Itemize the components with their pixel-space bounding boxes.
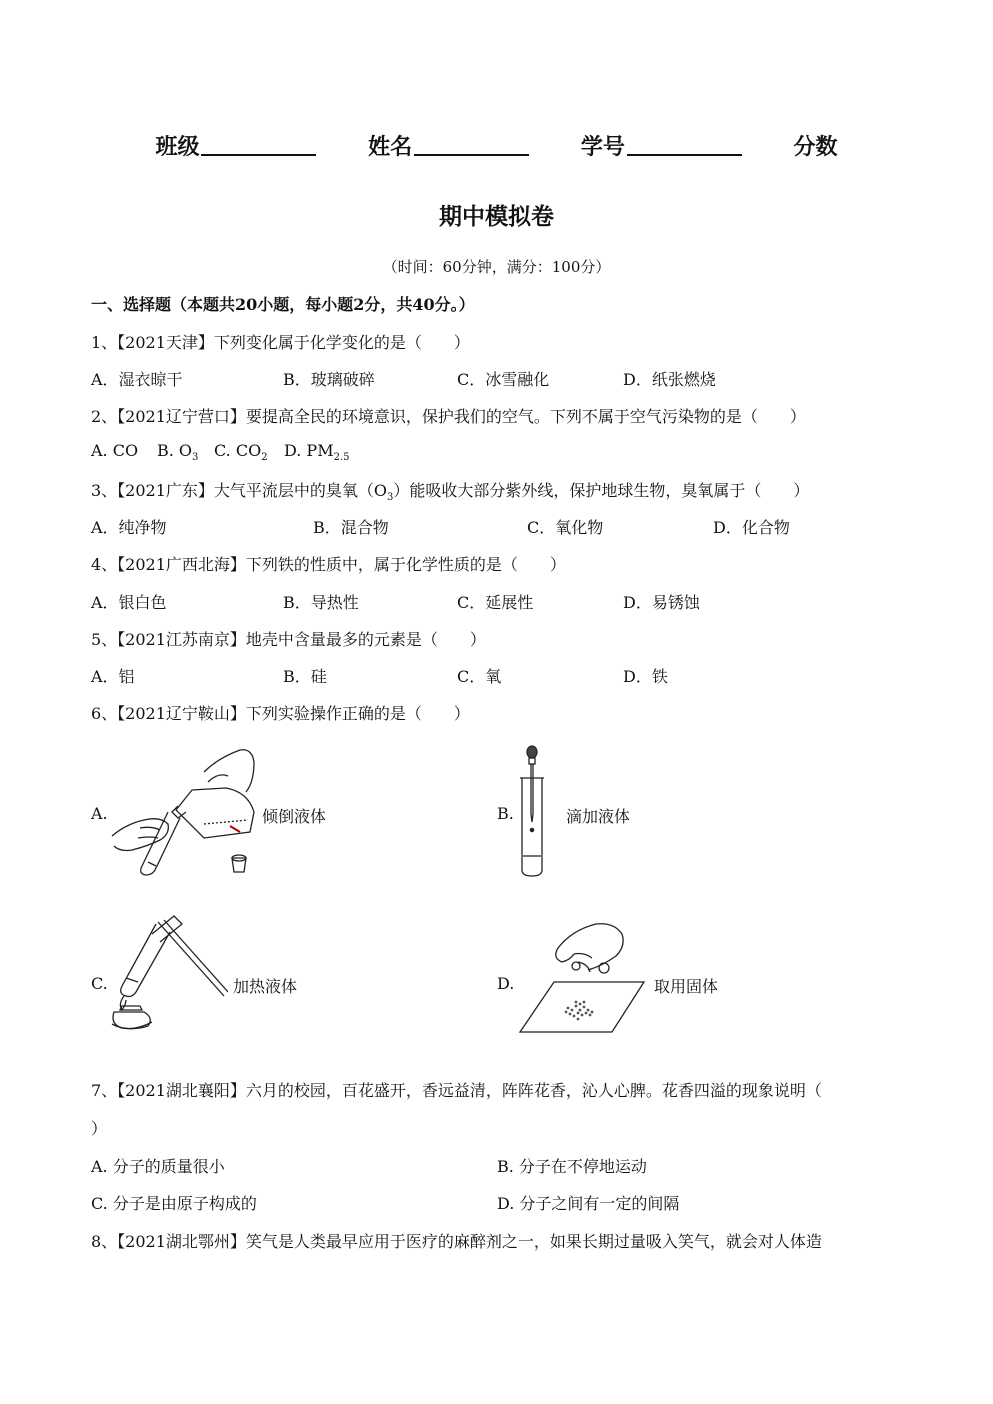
question-5-option-a[interactable]: A．铝 [91, 667, 135, 686]
question-6-option-d[interactable]: D. [497, 974, 515, 993]
question-4-option-d[interactable]: D．易锈蚀 [623, 593, 700, 612]
class-field[interactable]: 班级 [155, 130, 316, 161]
question-2-option-a[interactable]: A. CO [91, 441, 139, 460]
score-field: 分数 [793, 134, 838, 160]
question-8-stem: 8、【2021湖北鄂州】笑气是人类最早应用于医疗的麻醉剂之一，如果长期过量吸入笑气，就会对人体造 [91, 1232, 822, 1251]
question-3-option-b[interactable]: B．混合物 [313, 518, 389, 537]
pouring-liquid-illustration [108, 742, 258, 878]
question-7-stem-line-1: 7、【2021湖北襄阳】六月的校园，百花盛开，香远益清，阵阵花香，沁人心脾。花香四溢的现象说明（ [91, 1081, 822, 1100]
class-blank[interactable] [201, 136, 316, 156]
question-1-option-a[interactable]: A．湿衣晾干 [91, 370, 183, 389]
question-2-option-d[interactable]: D. $PM_{2.5}$ [284, 441, 350, 464]
student-id-blank[interactable] [627, 136, 742, 156]
question-6-option-a[interactable]: A. [91, 804, 108, 823]
question-5-option-b[interactable]: B．硅 [283, 667, 327, 686]
question-7-option-c[interactable]: C. 分子是由原子构成的 [91, 1194, 257, 1213]
question-4-stem: 4、【2021广西北海】下列铁的性质中，属于化学性质的是（ ） [91, 555, 566, 574]
question-7-option-a[interactable]: A. 分子的质量很小 [91, 1157, 225, 1176]
taking-solid-illustration [518, 922, 648, 1036]
exam-title: 期中模拟卷 [439, 203, 554, 230]
student-id-field[interactable]: 学号 [581, 130, 742, 161]
heating-liquid-illustration [108, 912, 228, 1034]
question-6-option-b[interactable]: B. [497, 804, 514, 823]
question-4-option-b[interactable]: B．导热性 [283, 593, 359, 612]
question-3-option-c[interactable]: C．氧化物 [527, 518, 604, 537]
question-2-option-b[interactable]: B. $O_3$ [157, 441, 199, 464]
name-blank[interactable] [414, 136, 529, 156]
question-7-option-b[interactable]: B. 分子在不停地运动 [497, 1157, 647, 1176]
question-7-stem-line-2: ） [91, 1119, 108, 1138]
dropping-liquid-illustration [514, 744, 550, 878]
question-4-option-c[interactable]: C．延展性 [457, 593, 534, 612]
question-5-option-c[interactable]: C．氧 [457, 667, 502, 686]
question-6-option-c[interactable]: C. [91, 974, 108, 993]
question-1-option-b[interactable]: B．玻璃破碎 [283, 370, 375, 389]
question-2-stem: 2、【2021辽宁营口】要提高全民的环境意识，保护我们的空气。下列不属于空气污染物的是（ ） [91, 407, 806, 426]
question-1-option-c[interactable]: C．冰雪融化 [457, 370, 550, 389]
question-6-option-b-caption: 滴加液体 [566, 807, 631, 826]
exam-subtitle: （时间：60分钟，满分：100分） [382, 258, 611, 276]
question-6-option-c-caption: 加热液体 [233, 977, 298, 996]
question-5-stem: 5、【2021江苏南京】地壳中含量最多的元素是（ ） [91, 630, 486, 649]
question-1-stem: 1、【2021天津】下列变化属于化学变化的是（ ） [91, 333, 470, 352]
question-6-stem: 6、【2021辽宁鞍山】下列实验操作正确的是（ ） [91, 704, 470, 723]
question-6-option-a-caption: 倾倒液体 [262, 807, 327, 826]
question-1-option-d[interactable]: D．纸张燃烧 [623, 370, 716, 389]
question-6-option-d-caption: 取用固体 [654, 977, 719, 996]
question-7-option-d[interactable]: D. 分子之间有一定的间隔 [497, 1194, 680, 1213]
section-heading: 一、选择题（本题共20小题，每小题2分，共40分。） [91, 295, 475, 314]
question-5-option-d[interactable]: D．铁 [623, 667, 668, 686]
question-3-option-a[interactable]: A．纯净物 [91, 518, 167, 537]
name-field[interactable]: 姓名 [368, 130, 529, 161]
question-4-option-a[interactable]: A．银白色 [91, 593, 167, 612]
question-3-stem: 3、【2021广东】大气平流层中的臭氧$(O_3)$能吸收大部分紫外线，保护地球生物，臭氧属于（ ） [91, 481, 810, 504]
question-3-option-d[interactable]: D．化合物 [713, 518, 790, 537]
question-2-option-c[interactable]: C. $CO_2$ [214, 441, 268, 464]
student-info-header [0, 130, 993, 161]
